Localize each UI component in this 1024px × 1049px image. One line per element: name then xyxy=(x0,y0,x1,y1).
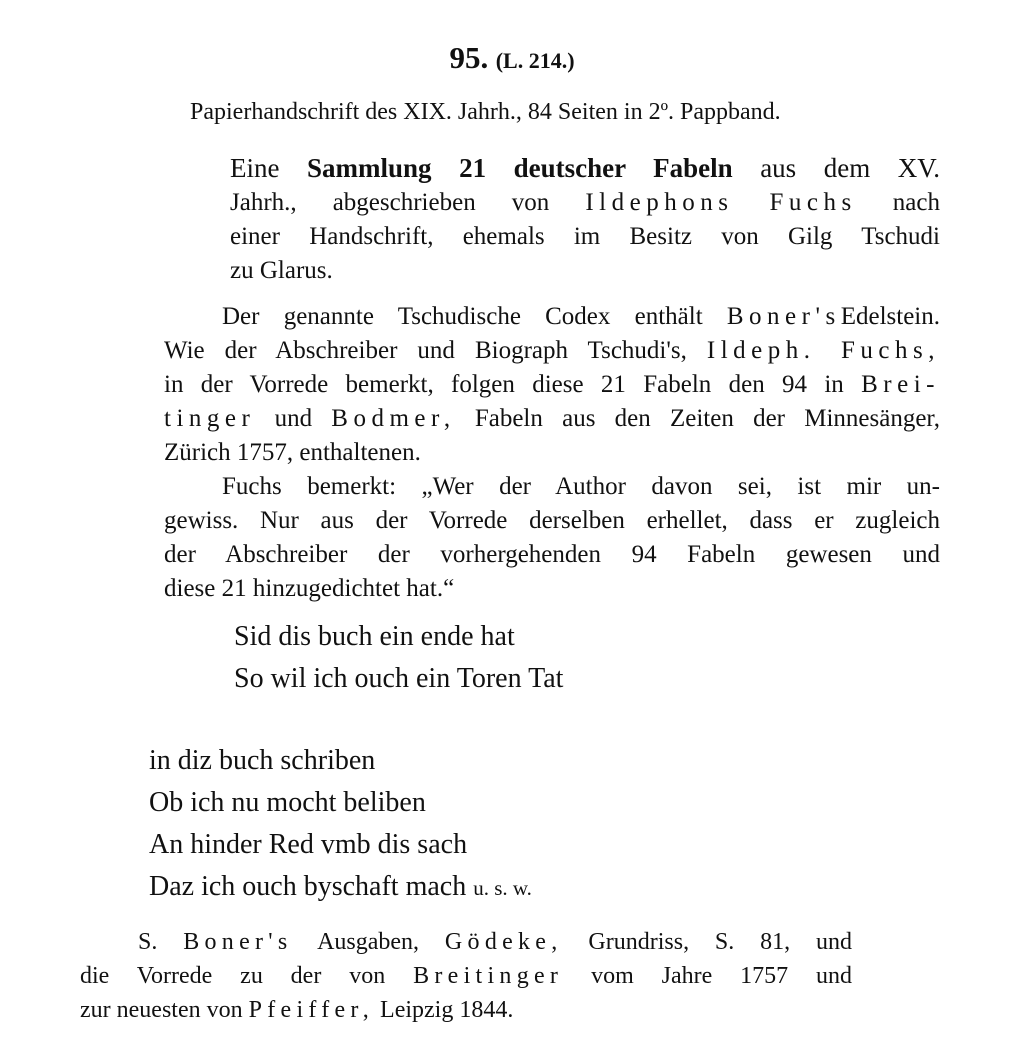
verse2-suffix: u. s. w. xyxy=(473,876,532,900)
summary-title: Sammlung 21 deutscher Fabeln xyxy=(307,153,733,183)
para1-name-breitinger: Brei- xyxy=(861,371,940,398)
verse2-line-2: Ob ich nu mocht beliben xyxy=(149,787,426,818)
note-line-1-mid: Ausgaben, xyxy=(317,929,420,955)
summary-line-2-pre: Jahrh., abgeschrieben von xyxy=(230,189,550,216)
note-line-1 xyxy=(138,927,852,957)
para1-line-4 xyxy=(164,404,940,434)
note-line-3 xyxy=(80,995,513,1025)
para1-line-2-pre: Wie der Abschreiber und Biograph Tschudi's, xyxy=(164,337,687,364)
note-line-2 xyxy=(80,961,852,991)
summary-line-1 xyxy=(230,151,940,185)
para2-line-4: diese 21 hinzugedichtet hat.“ xyxy=(164,575,455,602)
para1-name-fuchs: Ildeph. Fuchs, xyxy=(706,337,940,364)
note-line-1-pre: S. xyxy=(138,929,158,955)
para1-name-boner: Boner's xyxy=(726,303,841,330)
summary-line-1-pre: Eine xyxy=(230,153,280,183)
summary-line-2 xyxy=(230,188,940,218)
para1-line-3-pre: in der Vorrede bemerkt, folgen diese 21 Fabeln den 94 in xyxy=(164,371,844,398)
note-name-breitinger: Breitinger xyxy=(413,963,564,989)
entry-reference: (L. 214.) xyxy=(495,48,575,73)
verse2-line-3: An hinder Red vmb dis sach xyxy=(149,829,468,860)
entry-heading xyxy=(0,38,1024,81)
summary-name-ildephons: Ildephons xyxy=(585,189,734,216)
verse2-line-1: in diz buch schriben xyxy=(149,745,376,776)
para2-line-3: der Abschreiber der vorhergehenden 94 Fabeln gewesen und xyxy=(164,541,940,568)
note-line-3-pre: zur neuesten von xyxy=(80,997,243,1023)
summary-name-fuchs: Fuchs xyxy=(769,189,857,216)
para1-line-4-mid: und xyxy=(274,405,313,432)
summary-line-1-post: aus dem XV. xyxy=(760,153,940,183)
summary-line-4: zu Glarus. xyxy=(230,257,333,284)
para1-line-1-pre: Der genannte Tschudische Codex enthält xyxy=(222,303,703,330)
para1-name-bodmer: Bodmer, xyxy=(331,405,456,432)
para1-line-1 xyxy=(222,302,940,332)
manuscript-description: Papierhandschrift des XIX. Jahrh., 84 Seiten in 2º. Pappband. xyxy=(190,99,781,125)
para1-line-5: Zürich 1757, enthaltenen. xyxy=(164,439,421,466)
para1-line-4-post: Fabeln aus den Zeiten der Minnesänger, xyxy=(474,405,940,432)
summary-line-3: einer Handschrift, ehemals im Besitz von Gilg Tschudi xyxy=(230,223,940,250)
verse1-line-2: So wil ich ouch ein Toren Tat xyxy=(234,663,564,694)
note-name-pfeiffer: Pfeiffer, xyxy=(248,997,375,1023)
note-line-2-post: vom Jahre 1757 und xyxy=(591,963,853,989)
para1-line-3 xyxy=(164,370,940,400)
verse1-line-1: Sid dis buch ein ende hat xyxy=(234,621,515,652)
note-line-1-post: Grundriss, S. 81, und xyxy=(588,929,853,955)
note-line-3-post: Leipzig 1844. xyxy=(380,997,514,1023)
summary-line-2-post: nach xyxy=(892,189,940,216)
para1-name-tinger: tinger xyxy=(164,405,256,432)
note-name-boner: Boner's xyxy=(183,929,293,955)
para2-line-1: Fuchs bemerkt: „Wer der Author davon sei, ist mir un- xyxy=(222,473,940,500)
verse2-line-4 xyxy=(149,870,532,905)
entry-number: 95. xyxy=(449,40,489,75)
verse2-line-4-text: Daz ich ouch byschaft mach xyxy=(149,871,467,902)
para1-line-1-post: Edelstein. xyxy=(840,303,940,330)
note-name-goedeke: Gödeke, xyxy=(444,929,563,955)
para1-line-2 xyxy=(164,336,940,366)
note-line-2-pre: die Vorrede zu der von xyxy=(80,963,386,989)
para2-line-2: gewiss. Nur aus der Vorrede derselben erhellet, dass er zugleich xyxy=(164,507,940,534)
